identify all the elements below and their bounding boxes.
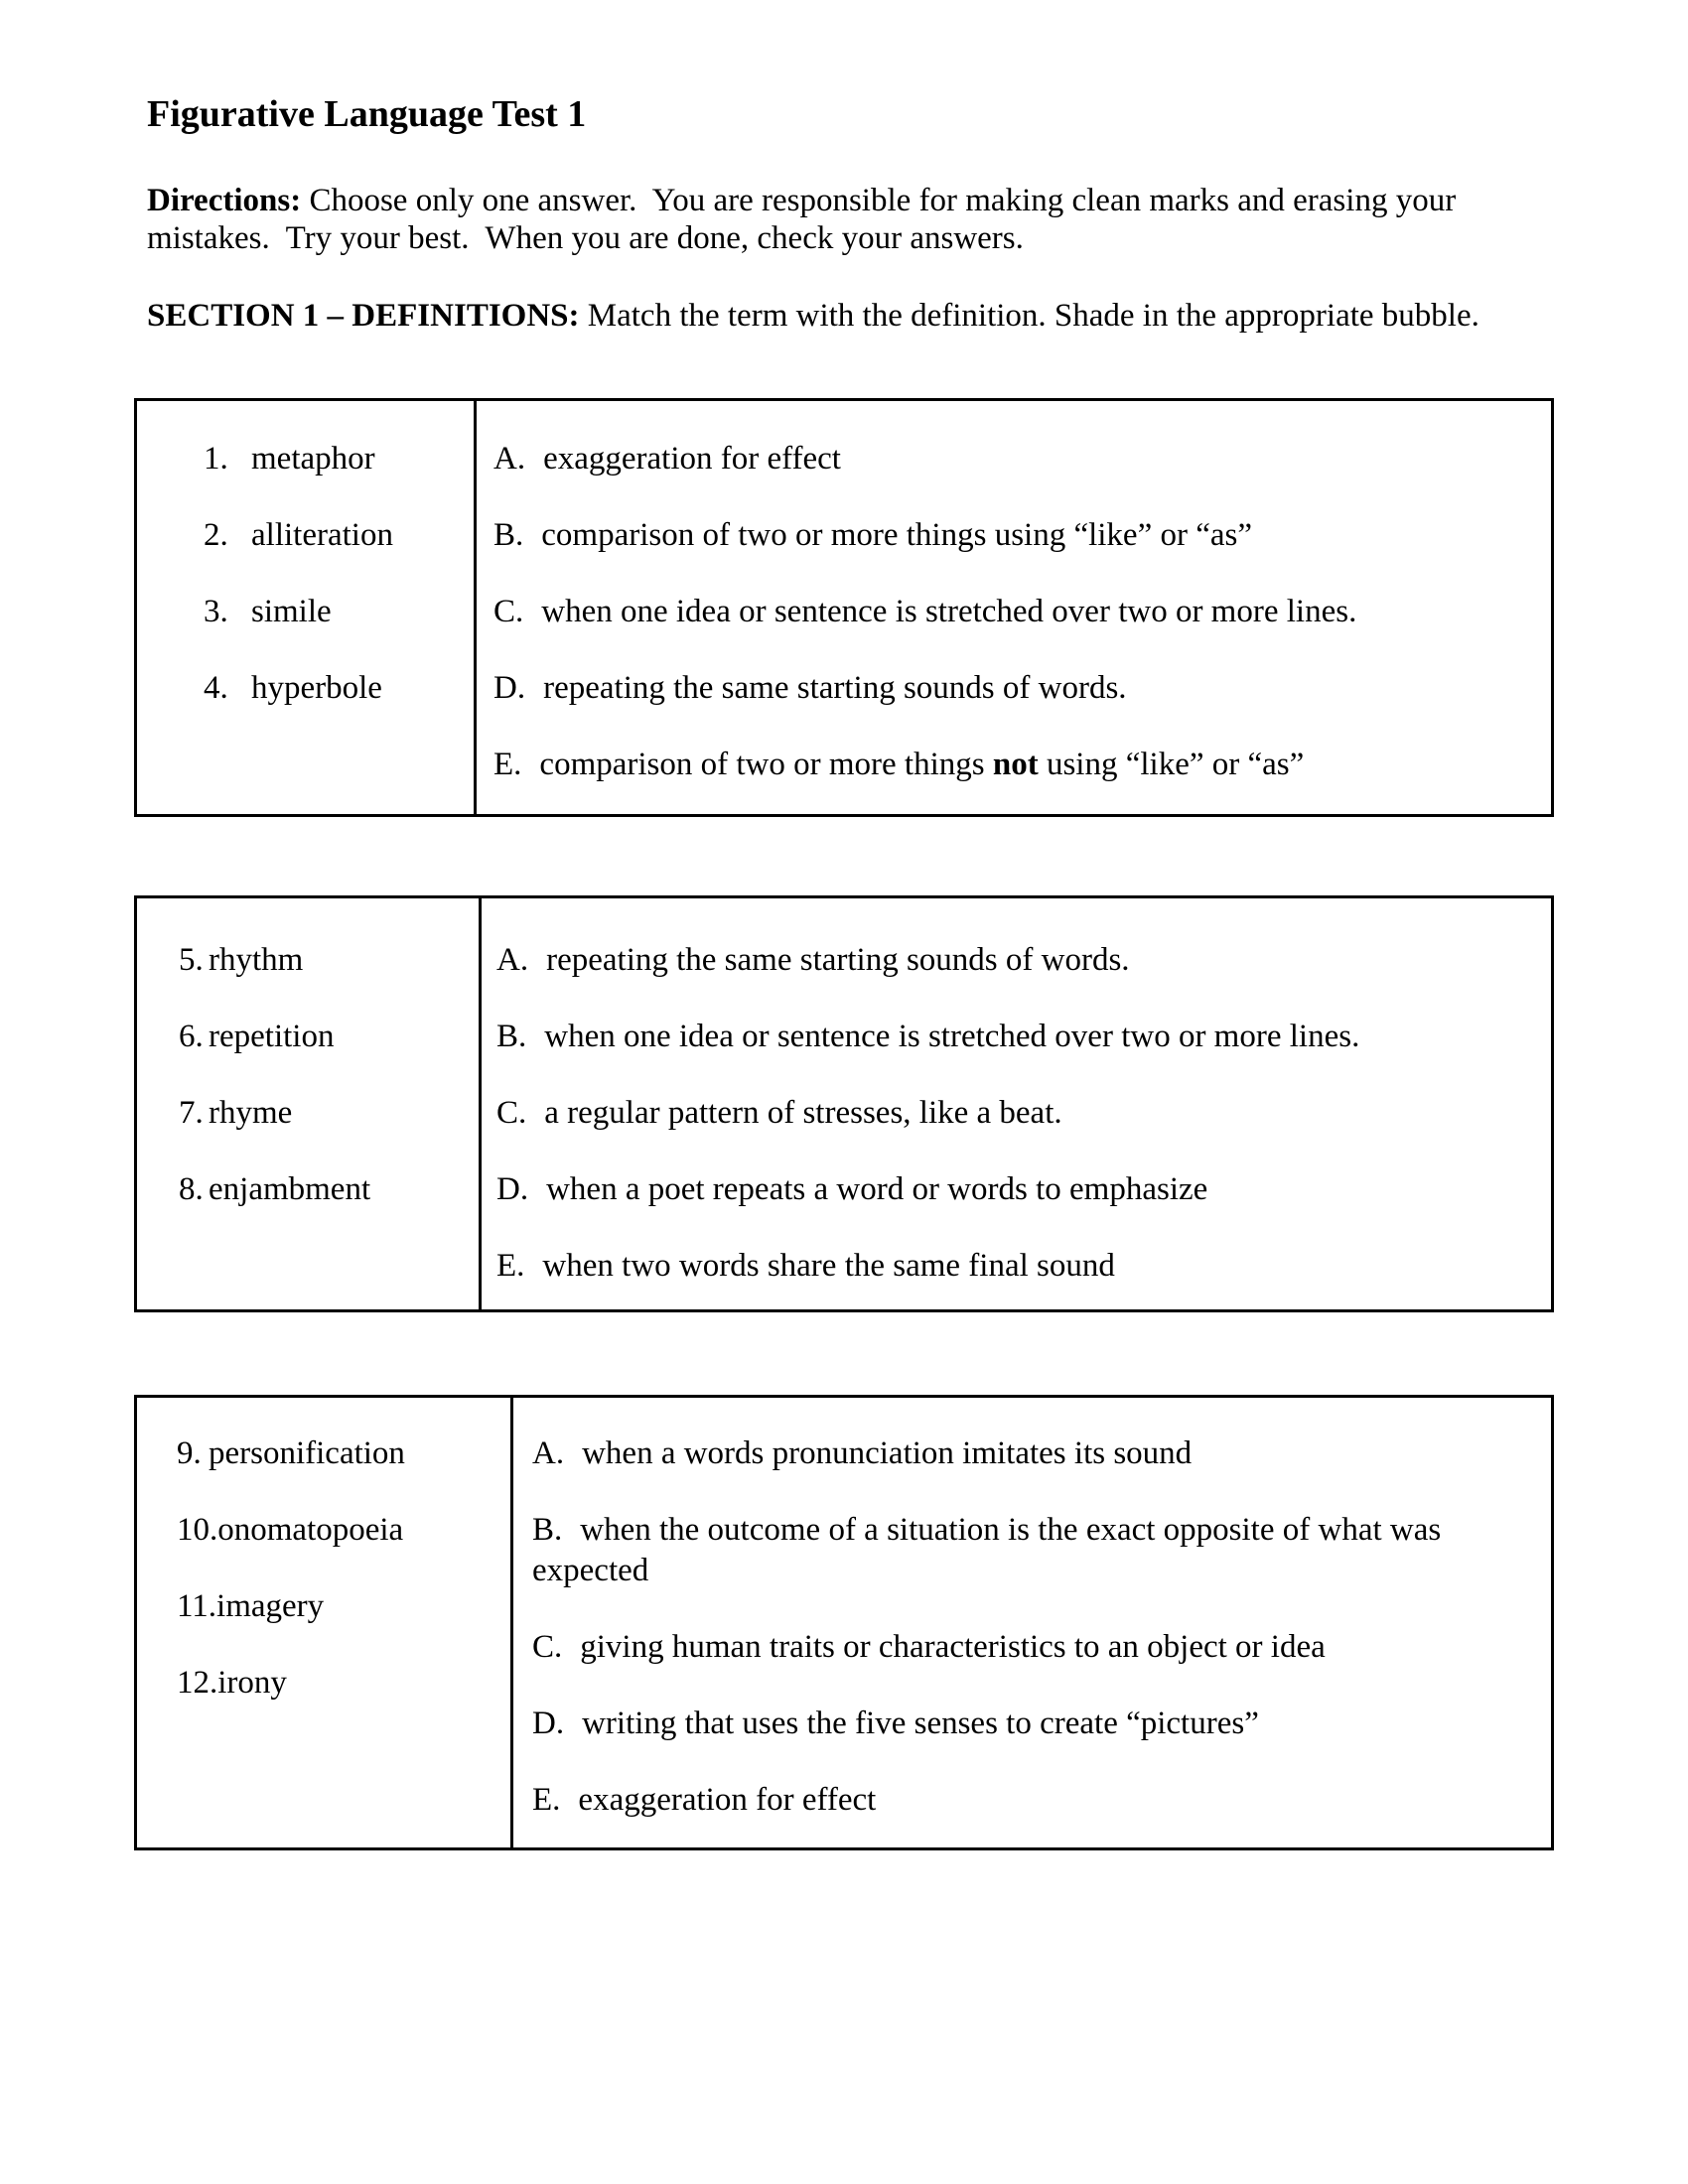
term-row <box>179 1017 469 1057</box>
choices-column-3 <box>513 1398 1551 1847</box>
choice-text: when a poet repeats a word or words to emphasize <box>546 1171 1208 1207</box>
choice-letter: B. <box>493 517 524 553</box>
term-number: 3. <box>204 594 228 629</box>
choice-row <box>532 1704 1523 1744</box>
term-number: 12. <box>177 1665 218 1701</box>
term-label: personification <box>209 1435 405 1471</box>
choice-letter: C. <box>532 1629 563 1665</box>
choice-letter: C. <box>493 594 524 629</box>
choice-letter: A. <box>496 942 529 978</box>
term-number: 2. <box>204 517 228 553</box>
term-label: metaphor <box>251 441 375 477</box>
term-row <box>179 1169 469 1210</box>
choice-text: giving human traits or characteristics to an object or idea <box>580 1629 1326 1665</box>
directions-paragraph <box>147 182 1561 257</box>
terms-column-3 <box>137 1398 513 1847</box>
choices-column-1 <box>477 401 1551 814</box>
section-text: Match the term with the definition. Shade in the appropriate bubble. <box>579 298 1479 334</box>
choice-text-post: using “like” or “as” <box>1038 747 1305 782</box>
choice-text: exaggeration for effect <box>578 1782 877 1818</box>
choice-text: repeating the same starting sounds of words. <box>543 670 1127 706</box>
term-row <box>177 1510 500 1551</box>
choice-row <box>493 745 1523 785</box>
term-label: enjambment <box>209 1171 371 1207</box>
choice-text: when one idea or sentence is stretched over two or more lines. <box>541 594 1357 629</box>
term-number: 9. <box>177 1435 202 1471</box>
choice-letter: D. <box>493 670 526 706</box>
choice-row <box>532 1510 1523 1591</box>
choice-row <box>493 668 1523 709</box>
term-row <box>177 1433 500 1474</box>
term-label: irony <box>217 1665 287 1701</box>
choice-row <box>496 940 1523 981</box>
choice-row <box>493 515 1523 556</box>
choice-text: a regular pattern of stresses, like a beat. <box>544 1095 1062 1131</box>
choice-text: comparison of two or more things using “like” or “as” <box>541 517 1253 553</box>
choice-letter: C. <box>496 1095 527 1131</box>
choice-row <box>496 1093 1523 1134</box>
term-number: 7. <box>179 1095 204 1131</box>
term-label: rhythm <box>209 942 304 978</box>
term-row <box>204 515 464 556</box>
term-label: simile <box>251 594 332 629</box>
term-label: repetition <box>209 1019 335 1054</box>
choice-letter: E. <box>493 747 522 782</box>
choices-column-2 <box>482 898 1551 1309</box>
choice-row <box>532 1780 1523 1821</box>
term-label: alliteration <box>251 517 393 553</box>
term-number: 8. <box>179 1171 204 1207</box>
term-row <box>204 668 464 709</box>
term-row <box>179 940 469 981</box>
choice-row <box>496 1017 1523 1057</box>
terms-column-2 <box>137 898 482 1309</box>
section-heading <box>147 297 1676 335</box>
term-number: 5. <box>179 942 204 978</box>
choice-text: repeating the same starting sounds of words. <box>546 942 1130 978</box>
terms-column-1 <box>137 401 477 814</box>
choice-row <box>493 592 1523 632</box>
choice-letter: A. <box>532 1435 565 1471</box>
matching-table-3 <box>134 1395 1554 1850</box>
term-number: 11. <box>177 1588 217 1624</box>
choice-letter: D. <box>532 1706 565 1741</box>
section-label: SECTION 1 – DEFINITIONS: <box>147 298 580 334</box>
choice-text-bold: not <box>992 747 1039 782</box>
term-row <box>177 1663 500 1704</box>
page-title: Figurative Language Test 1 <box>147 93 587 135</box>
term-label: imagery <box>216 1588 325 1624</box>
term-number: 4. <box>204 670 228 706</box>
term-number: 1. <box>204 441 228 477</box>
choice-row <box>496 1246 1523 1287</box>
choice-letter: B. <box>496 1019 527 1054</box>
directions-label: Directions: <box>147 183 302 218</box>
choice-row <box>532 1433 1523 1474</box>
choice-letter: B. <box>532 1512 563 1548</box>
choice-text: when a words pronunciation imitates its sound <box>582 1435 1193 1471</box>
directions-text: Choose only one answer. You are responsible for making clean marks and erasing your mistakes. Try your best. When you are done, check your answers. <box>147 183 1465 256</box>
choice-text-pre: comparison of two or more things <box>539 747 993 782</box>
choice-row <box>496 1169 1523 1210</box>
choice-letter: E. <box>532 1782 561 1818</box>
matching-table-2 <box>134 895 1554 1312</box>
term-label: hyperbole <box>251 670 382 706</box>
choice-row <box>532 1627 1523 1668</box>
choice-text: when two words share the same final sound <box>542 1248 1115 1284</box>
choice-letter: A. <box>493 441 526 477</box>
choice-text: writing that uses the five senses to create “pictures” <box>582 1706 1259 1741</box>
term-number: 6. <box>179 1019 204 1054</box>
term-label: rhyme <box>209 1095 293 1131</box>
term-row <box>204 592 464 632</box>
choice-letter: E. <box>496 1248 525 1284</box>
choice-letter: D. <box>496 1171 529 1207</box>
term-row <box>177 1586 500 1627</box>
choice-text: when one idea or sentence is stretched over two or more lines. <box>544 1019 1360 1054</box>
term-row <box>179 1093 469 1134</box>
term-label: onomatopoeia <box>217 1512 404 1548</box>
term-row <box>204 439 464 479</box>
matching-table-1 <box>134 398 1554 817</box>
choice-row <box>493 439 1523 479</box>
choice-text: when the outcome of a situation is the exact opposite of what was expected <box>532 1512 1442 1588</box>
choice-text: exaggeration for effect <box>543 441 841 477</box>
term-number: 10. <box>177 1512 218 1548</box>
